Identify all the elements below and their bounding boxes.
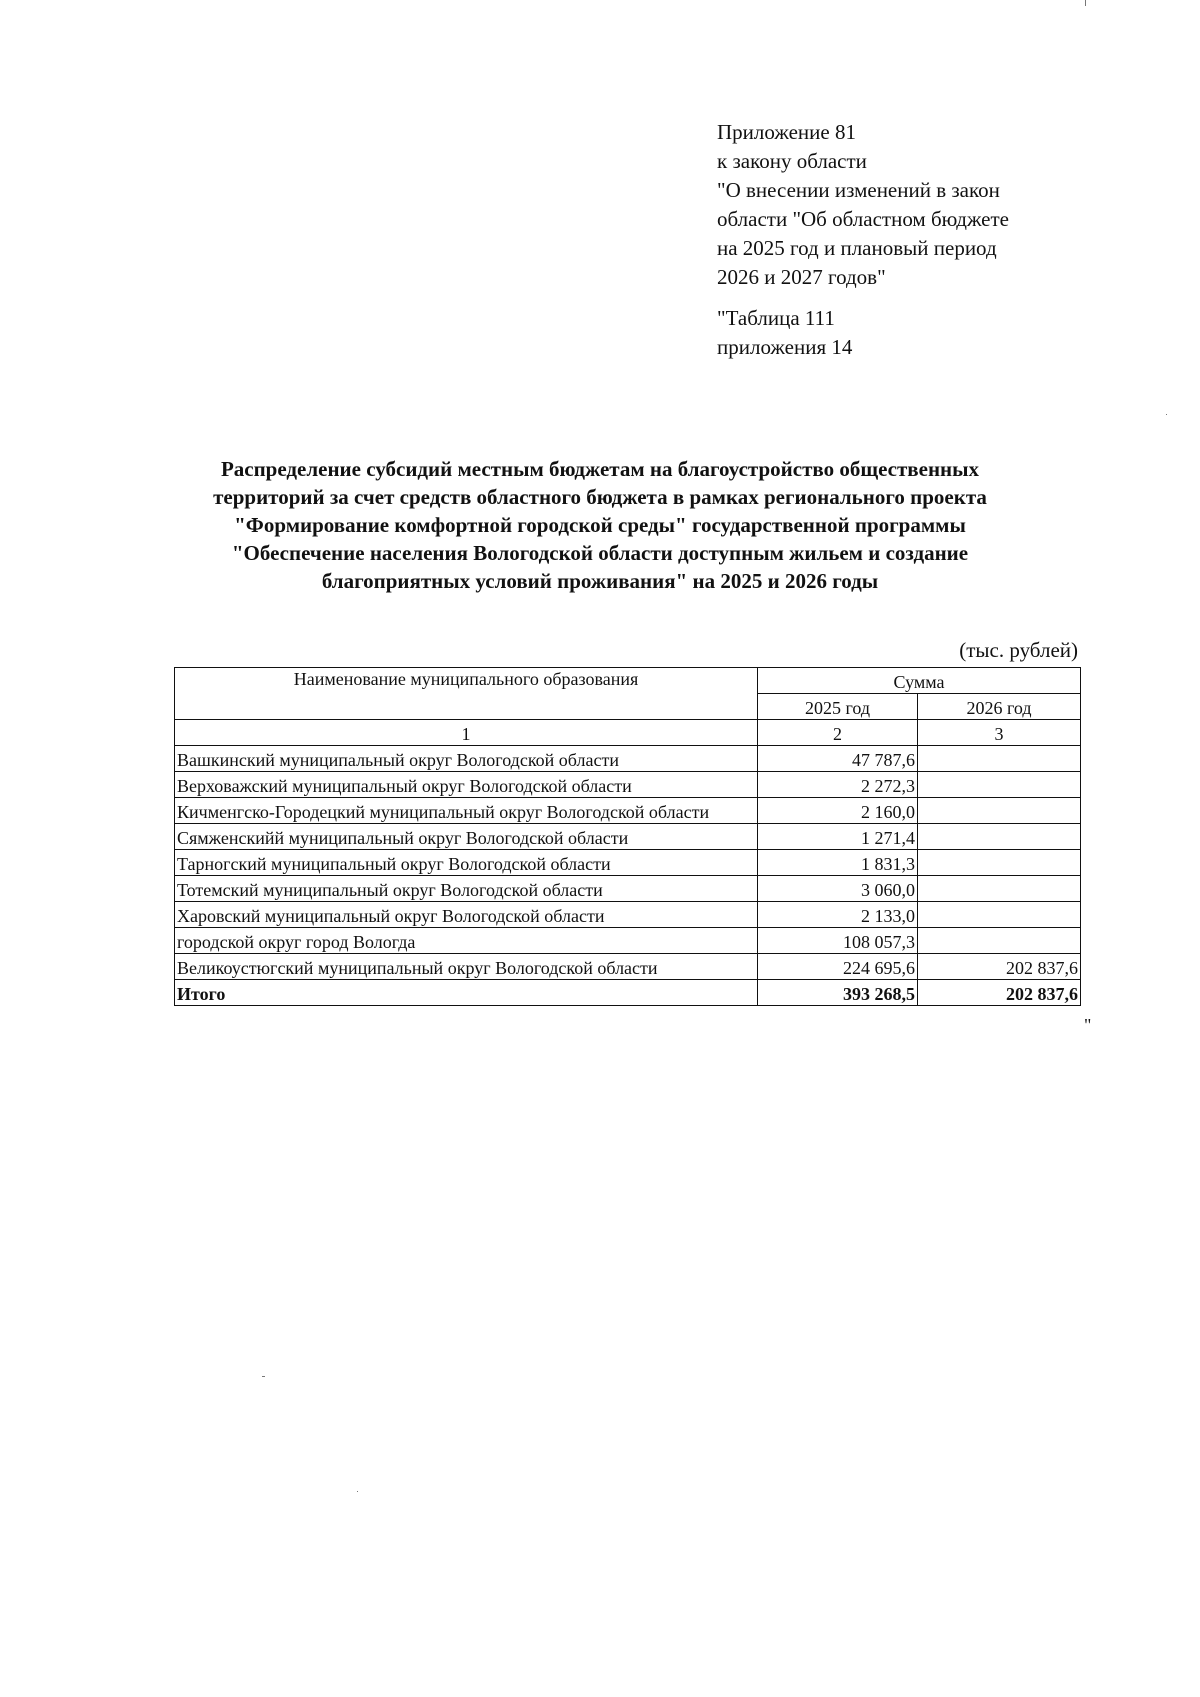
- row-2025: 3 060,0: [758, 876, 918, 902]
- total-label: Итого: [175, 980, 758, 1006]
- row-2025: 2 160,0: [758, 798, 918, 824]
- table-row: [175, 928, 1081, 954]
- row-2025: 1 831,3: [758, 850, 918, 876]
- table-row: [175, 772, 1081, 798]
- header-2026: 2026 год: [918, 694, 1081, 720]
- appendix-line: Приложение 81: [717, 120, 856, 144]
- table-row: [175, 876, 1081, 902]
- scan-speck: [1166, 414, 1167, 415]
- header-2025: 2025 год: [758, 694, 918, 720]
- scan-speck: [262, 1376, 265, 1377]
- table-row: [175, 850, 1081, 876]
- row-2025: 2 272,3: [758, 772, 918, 798]
- document-title: [150, 455, 1050, 595]
- row-2026: 202 837,6: [918, 954, 1081, 980]
- row-name: Сямженскийй муниципальный округ Вологодской области: [175, 824, 758, 850]
- row-name: Верховажский муниципальный округ Вологодской области: [175, 772, 758, 798]
- total-2025: 393 268,5: [758, 980, 918, 1006]
- row-2025: 108 057,3: [758, 928, 918, 954]
- appendix-line: к закону области: [717, 149, 867, 173]
- row-2026: [918, 798, 1081, 824]
- row-2026: [918, 928, 1081, 954]
- row-name: Кичменгско-Городецкий муниципальный округ Вологодской области: [175, 798, 758, 824]
- row-2026: [918, 876, 1081, 902]
- table-reference: приложения 14: [717, 335, 853, 359]
- subsidy-table: [174, 667, 1081, 1006]
- table-row: [175, 954, 1081, 980]
- column-number: 1: [175, 720, 758, 746]
- closing-quote: ": [1084, 1015, 1092, 1035]
- header-name: Наименование муниципального образования: [175, 668, 758, 720]
- column-number: 3: [918, 720, 1081, 746]
- scan-speck: [1085, 0, 1086, 6]
- row-name: Тотемский муниципальный округ Вологодской области: [175, 876, 758, 902]
- row-2026: [918, 850, 1081, 876]
- table-reference: "Таблица 111: [717, 306, 835, 330]
- row-2026: [918, 824, 1081, 850]
- row-name: Вашкинский муниципальный округ Вологодской области: [175, 746, 758, 772]
- row-2025: 1 271,4: [758, 824, 918, 850]
- table-row: [175, 798, 1081, 824]
- row-name: городской округ город Вологда: [175, 928, 758, 954]
- title-line: "Формирование комфортной городской среды" государственной программы: [234, 513, 966, 537]
- row-2025: 2 133,0: [758, 902, 918, 928]
- row-name: Харовский муниципальный округ Вологодской области: [175, 902, 758, 928]
- title-line: "Обеспечение населения Вологодской области доступным жильем и создание: [231, 541, 969, 565]
- appendix-line: области "Об областном бюджете: [717, 207, 1010, 231]
- total-2026: 202 837,6: [918, 980, 1081, 1006]
- row-2025: 47 787,6: [758, 746, 918, 772]
- total-row: [175, 980, 1081, 1006]
- scan-speck: [357, 1491, 358, 1492]
- appendix-line: 2026 и 2027 годов": [717, 265, 886, 289]
- row-2026: [918, 772, 1081, 798]
- title-line: территорий за счет средств областного бюджета в рамках регионального проекта: [213, 485, 987, 509]
- appendix-line: "О внесении изменений в закон: [717, 178, 1000, 202]
- units-label: (тыс. рублей): [959, 638, 1078, 662]
- column-number: 2: [758, 720, 918, 746]
- row-2026: [918, 902, 1081, 928]
- row-name: Великоустюгский муниципальный округ Вологодской области: [175, 954, 758, 980]
- table-row: [175, 746, 1081, 772]
- table-row: [175, 902, 1081, 928]
- row-name: Тарногский муниципальный округ Вологодской области: [175, 850, 758, 876]
- table-row: [175, 824, 1081, 850]
- appendix-line: на 2025 год и плановый период: [717, 236, 997, 260]
- row-2025: 224 695,6: [758, 954, 918, 980]
- appendix-block: [717, 118, 1097, 362]
- row-2026: [918, 746, 1081, 772]
- title-line: Распределение субсидий местным бюджетам на благоустройство общественных: [220, 457, 980, 481]
- title-line: благоприятных условий проживания" на 2025 и 2026 годы: [321, 569, 879, 593]
- header-sum: Сумма: [758, 668, 1081, 694]
